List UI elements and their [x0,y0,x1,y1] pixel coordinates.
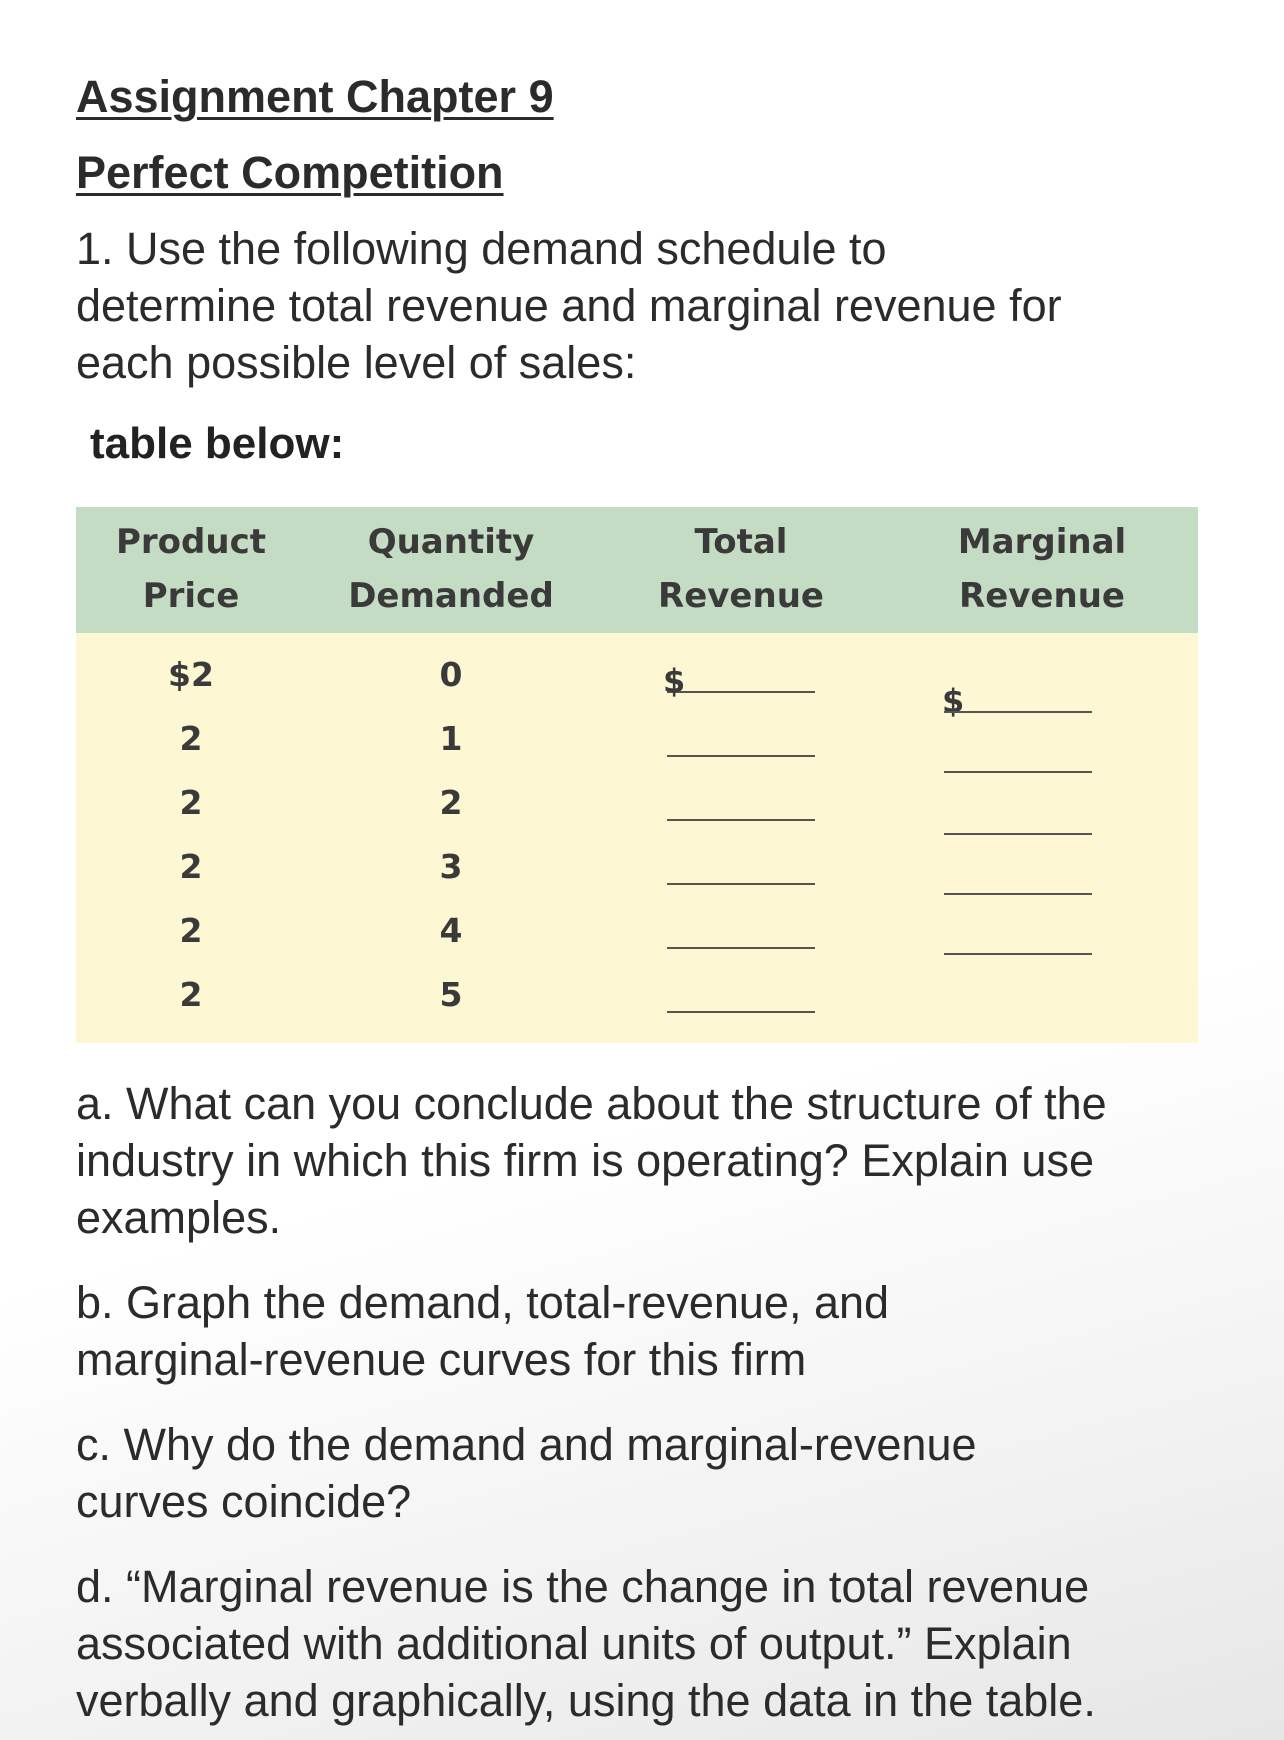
total-revenue-cell [596,633,886,707]
table-row [76,633,1198,707]
total-revenue-cell [596,963,886,1043]
total-revenue-blank[interactable] [667,917,815,949]
header-total-revenue-line2: Revenue [658,576,824,616]
marginal-revenue-blank[interactable] [944,891,1092,895]
dollar-sign: $ [663,661,686,700]
header-total-revenue [596,507,886,633]
table-header-row [76,507,1198,633]
table-intro: table below: [90,419,345,468]
total-revenue-cell [596,707,886,771]
header-product-price-line1: Product [116,522,266,562]
demand-schedule-table [76,507,1198,1043]
quantity-cell: 5 [306,963,596,1043]
total-revenue-blank[interactable] [667,853,815,885]
total-revenue-cell [596,835,886,899]
assignment-page [76,70,1216,1729]
header-quantity-demanded-line2: Demanded [348,576,554,616]
price-cell: 2 [76,899,306,963]
assignment-title: Assignment Chapter 9 [76,71,554,122]
quantity-cell: 2 [306,771,596,835]
header-quantity-demanded [306,507,596,633]
header-marginal-revenue-line1: Marginal [957,522,1127,562]
marginal-revenue-blank[interactable] [944,709,1092,713]
question-1: 1. Use the following demand schedule to determine total revenue and marginal revenue for each possible level of sales: [76,223,1062,388]
quantity-cell: 1 [306,707,596,771]
header-quantity-demanded-line1: Quantity [367,522,535,562]
price-cell: $2 [76,633,306,707]
assignment-subtitle: Perfect Competition [76,147,504,198]
header-marginal-revenue [886,507,1198,633]
quantity-cell: 4 [306,899,596,963]
marginal-revenue-blank[interactable] [944,951,1092,955]
price-cell: 2 [76,707,306,771]
total-revenue-blank[interactable] [667,981,815,1013]
marginal-revenue-blank[interactable] [944,769,1092,773]
marginal-revenue-column [886,633,1198,1043]
question-part-b: b. Graph the demand, total-revenue, and marginal-revenue curves for this firm [76,1277,890,1385]
price-cell: 2 [76,963,306,1043]
total-revenue-cell [596,899,886,963]
header-total-revenue-line1: Total [694,522,788,562]
marginal-revenue-blank[interactable] [944,831,1092,835]
total-revenue-cell [596,771,886,835]
dollar-sign: $ [942,682,965,720]
header-product-price-line2: Price [142,576,240,616]
quantity-cell: 0 [306,633,596,707]
total-revenue-blank[interactable] [667,725,815,757]
header-product-price [76,507,306,633]
question-part-c: c. Why do the demand and marginal-revenue curves coincide? [76,1419,977,1527]
question-part-d: d. “Marginal revenue is the change in total revenue associated with additional units of output.” Explain verbally and graphically, using the data in the table. [76,1561,1096,1726]
quantity-cell: 3 [306,835,596,899]
total-revenue-blank[interactable] [663,661,815,700]
header-marginal-revenue-line2: Revenue [959,576,1125,616]
price-cell: 2 [76,771,306,835]
question-part-a: a. What can you conclude about the structure of the industry in which this firm is operating? Explain use examples. [76,1078,1107,1243]
total-revenue-blank[interactable] [667,789,815,821]
price-cell: 2 [76,835,306,899]
